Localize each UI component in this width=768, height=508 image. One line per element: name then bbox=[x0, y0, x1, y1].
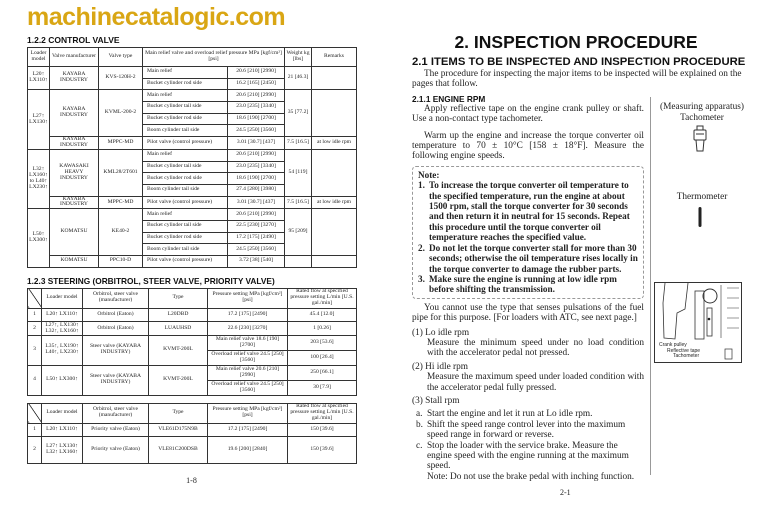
valve-manufacturer: KOMATSU bbox=[50, 256, 99, 268]
row-number: 3 bbox=[28, 335, 42, 365]
relief-pressure: 20.6 [210] [2990] bbox=[228, 209, 285, 221]
weight: 95 [209] bbox=[285, 209, 312, 256]
rated-flow: 150 [39.6] bbox=[288, 437, 357, 464]
valve-type: KE40-2 bbox=[99, 209, 143, 256]
remarks bbox=[312, 90, 357, 137]
step-text: Start the engine and let it run at Lo idle rpm. bbox=[427, 409, 593, 420]
rpm-item-body: Measure the maximum speed under loaded condition with the accelerator pedal fully pressed. bbox=[427, 372, 644, 393]
valve-manufacturer: Priority valve (Eaton) bbox=[83, 423, 149, 437]
pressure-setting: Overload relief valve 24.5 [250] [3560] bbox=[208, 350, 288, 365]
thermometer-label: Thermometer bbox=[676, 192, 728, 202]
relief-description: Bucket cylinder tail side bbox=[143, 221, 228, 233]
column-divider bbox=[650, 97, 651, 475]
loader-model: L20↑ LX110↑ bbox=[42, 423, 83, 437]
step-text: Shift the speed range control lever into the maximum speed range in forward or reverse. bbox=[427, 419, 626, 441]
row-number: 1 bbox=[28, 423, 42, 437]
rpm-item-body: Measure the minimum speed under no load condition with the accelerator pedal not pressed. bbox=[427, 337, 644, 359]
valve-type: KML28/2T601 bbox=[99, 149, 143, 196]
rated-flow: 45.4 [12.0] bbox=[288, 308, 357, 322]
rpm-item bbox=[412, 396, 644, 406]
pressure-setting: 19.6 [200] [2840] bbox=[208, 437, 288, 464]
remarks: at low idle rpm bbox=[312, 137, 357, 150]
remarks bbox=[312, 256, 357, 268]
steering-table bbox=[27, 288, 357, 396]
relief-pressure: 22.5 [230] [3270] bbox=[228, 221, 285, 233]
step-letter: b. bbox=[416, 419, 423, 430]
pressure-setting: 22.6 [230] [3270] bbox=[208, 322, 288, 336]
header-weight: Weight kg [lbs] bbox=[285, 48, 312, 67]
relief-description: Main relief bbox=[143, 90, 228, 102]
column-header: Orbitrol, steer valve (manufacturer) bbox=[83, 288, 149, 308]
relief-description: Bucket cylinder rod side bbox=[143, 232, 228, 244]
pressure-setting: Main relief valve 18.6 [190] [2700] bbox=[208, 335, 288, 350]
relief-description: Bucket cylinder tail side bbox=[143, 161, 228, 173]
note-item bbox=[418, 180, 638, 242]
relief-description: Boom cylinder tail side bbox=[143, 184, 228, 196]
relief-description: Pilot valve (control pressure) bbox=[143, 196, 228, 209]
relief-description: Boom cylinder tail side bbox=[143, 125, 228, 137]
table-row bbox=[28, 335, 357, 350]
column-header: Pressure setting MPa [kgf/cm²] [psi] bbox=[208, 403, 288, 423]
relief-pressure: 20.6 [210] [2990] bbox=[228, 67, 285, 79]
header-valve-type: Valve type bbox=[99, 48, 143, 67]
thermometer-icon bbox=[696, 206, 704, 228]
chapter-title: 2. INSPECTION PROCEDURE bbox=[454, 32, 698, 52]
note-text: To increase the torque converter oil temperature to the specified temperature, run the engine at about 1500 rpm, stall the torque converter for 30 seconds and then return it in neutral for 15 seconds. Repeat this procedure until the torque converter oil temperature reaches the specified value. bbox=[429, 180, 630, 243]
loader-model: L20↑ LX110↑ bbox=[42, 308, 83, 322]
column-header: Type bbox=[149, 403, 208, 423]
column-header: Pressure setting MPa [kgf/cm²] [psi] bbox=[208, 288, 288, 308]
remarks bbox=[312, 67, 357, 90]
relief-pressure: 16.2 [165] [2450] bbox=[228, 78, 285, 90]
header-pressure: Main relief valve and overload relief pressure MPa [kgf/cm²] [psi] bbox=[143, 48, 285, 67]
note-item bbox=[418, 274, 638, 295]
weight: 7.5 [16.5] bbox=[285, 196, 312, 209]
column-header: Type bbox=[149, 288, 208, 308]
stall-note: Note: Do not use the brake pedal with inching function. bbox=[427, 471, 635, 482]
section-heading-engine-rpm: 2.1.1 ENGINE RPM bbox=[412, 93, 486, 104]
relief-pressure: 3.72 [38] [540] bbox=[228, 256, 285, 268]
page-number-right: 2-1 bbox=[560, 488, 571, 498]
table-row bbox=[28, 308, 357, 322]
loader-model: L50↑ LX300↑ bbox=[42, 365, 83, 395]
valve-manufacturer: KAYABA INDUSTRY bbox=[50, 90, 99, 137]
relief-pressure: 23.0 [235] [3340] bbox=[228, 102, 285, 114]
table-row bbox=[28, 149, 357, 161]
relief-pressure: 20.6 [210] [2990] bbox=[228, 90, 285, 102]
loader-model: L27↑, LX130↑ L32↑, LX160↑ bbox=[42, 322, 83, 336]
table-row bbox=[28, 90, 357, 102]
rated-flow: 150 [39.6] bbox=[288, 423, 357, 437]
row-number: 4 bbox=[28, 365, 42, 395]
relief-description: Main relief bbox=[143, 149, 228, 161]
valve-type: KVML-200-2 bbox=[99, 90, 143, 137]
remarks bbox=[312, 149, 357, 196]
weight bbox=[285, 256, 312, 268]
note-title: Note: bbox=[418, 169, 440, 180]
page-number-left: 1-8 bbox=[186, 476, 197, 486]
relief-description: Bucket cylinder rod side bbox=[143, 78, 228, 90]
rated-flow: 100 [26.4] bbox=[288, 350, 357, 365]
relief-pressure: 3.01 [30.7] [437] bbox=[228, 196, 285, 209]
weight: 54 [119] bbox=[285, 149, 312, 196]
valve-manufacturer: Priority valve (Eaton) bbox=[83, 437, 149, 464]
step-letter: c. bbox=[416, 440, 423, 451]
valve-manufacturer: KAYABA INDUSTRY bbox=[50, 137, 99, 150]
watermark: machinecatalogic.com bbox=[27, 3, 286, 31]
valve-manufacturer: KOMATSU bbox=[50, 209, 99, 256]
label-crank-pulley: Crank pulley bbox=[659, 342, 687, 348]
relief-description: Boom cylinder tail side bbox=[143, 244, 228, 256]
header-row bbox=[28, 48, 357, 67]
intro-paragraph: The procedure for inspecting the major items to be inspected will be explained on the pages that follow. bbox=[412, 69, 742, 90]
valve-manufacturer: KAYABA INDUSTRY bbox=[50, 196, 99, 209]
relief-pressure: 27.4 [280] [3980] bbox=[228, 184, 285, 196]
step-letter: a. bbox=[416, 409, 423, 420]
weight: 35 [77.2] bbox=[285, 90, 312, 137]
valve-manufacturer: Steer valve (KAYABA INDUSTRY) bbox=[83, 335, 149, 365]
table-row bbox=[28, 256, 357, 268]
valve-type: VLE61D175N9B bbox=[149, 423, 208, 437]
loader-model: L20↑ LX110↑ bbox=[28, 67, 50, 90]
relief-description: Bucket cylinder tail side bbox=[143, 102, 228, 114]
section-heading-control-valve: 1.2.2 CONTROL VALVE bbox=[27, 35, 120, 45]
table-row bbox=[28, 423, 357, 437]
relief-pressure: 18.6 [190] [2700] bbox=[228, 113, 285, 125]
left-page bbox=[27, 35, 356, 486]
table-row bbox=[28, 67, 357, 79]
header-diagonal bbox=[28, 288, 42, 308]
relief-pressure: 20.6 [210] [2990] bbox=[228, 149, 285, 161]
valve-manufacturer: Orbitrol (Eaton) bbox=[83, 308, 149, 322]
valve-type: MPPC-MD bbox=[99, 137, 143, 150]
valve-manufacturer: KAWASAKI HEAVY INDUSTRY bbox=[50, 149, 99, 196]
label-tachometer: Tachometer bbox=[673, 353, 700, 359]
table-row bbox=[28, 209, 357, 221]
valve-type: KVMT-200L bbox=[149, 365, 208, 395]
row-number: 2 bbox=[28, 322, 42, 336]
paragraph-warm-up: Warm up the engine and increase the torque converter oil temperature to 70 ± 10°C [158 ± 18°F]. Measure the following engine speeds. bbox=[412, 130, 644, 162]
relief-description: Bucket cylinder rod side bbox=[143, 173, 228, 185]
note-text: Make sure the engine is running at low idle rpm before shifting the transmission. bbox=[429, 273, 617, 295]
header-loader-model: Loader model bbox=[28, 48, 50, 67]
valve-manufacturer: Steer valve (KAYABA INDUSTRY) bbox=[83, 365, 149, 395]
note-text: Do not let the torque converter stall for more than 30 seconds; otherwise the oil temperature rises locally in the torque converter to damage the rubber parts. bbox=[429, 242, 638, 274]
column-header: Loader model bbox=[42, 288, 83, 308]
valve-manufacturer: Orbitrol (Eaton) bbox=[83, 322, 149, 336]
weight: 21 [46.3] bbox=[285, 67, 312, 90]
loader-model: L35↑, LX190↑ L40↑, LX230↑ bbox=[42, 335, 83, 365]
loader-model: L50↑ LX300↑ bbox=[28, 209, 50, 267]
note-number: 2. bbox=[418, 242, 425, 253]
pressure-setting: Main relief valve 20.6 [210] [2990] bbox=[208, 365, 288, 380]
relief-pressure: 18.6 [190] [2700] bbox=[228, 173, 285, 185]
header-valve-manufacturer: Valve manufacturer bbox=[50, 48, 99, 67]
tachometer-icon bbox=[692, 125, 708, 153]
text-column bbox=[412, 94, 644, 498]
relief-description: Pilot valve (control pressure) bbox=[143, 137, 228, 150]
valve-type: VLE81C200DSB bbox=[149, 437, 208, 464]
relief-description: Pilot valve (control pressure) bbox=[143, 256, 228, 268]
relief-description: Main relief bbox=[143, 209, 228, 221]
relief-pressure: 17.2 [175] [2490] bbox=[228, 232, 285, 244]
rated-flow: 250 [66.1] bbox=[288, 365, 357, 380]
header-row bbox=[28, 403, 357, 423]
header-diagonal bbox=[28, 403, 42, 423]
rated-flow: 1 [0.26] bbox=[288, 322, 357, 336]
pressure-setting: Overload relief valve 24.5 [250] [3560] bbox=[208, 380, 288, 395]
header-remarks: Remarks bbox=[312, 48, 357, 67]
note-item bbox=[418, 243, 638, 274]
table-row bbox=[28, 437, 357, 464]
column-header: Loader model bbox=[42, 403, 83, 423]
note-number: 3. bbox=[418, 273, 425, 284]
valve-type: KVMT-200L bbox=[149, 335, 208, 365]
relief-pressure: 3.01 [30.7] [437] bbox=[228, 137, 285, 150]
stall-step bbox=[416, 420, 644, 441]
table-row bbox=[28, 137, 357, 150]
relief-pressure: 23.0 [235] [3340] bbox=[228, 161, 285, 173]
relief-pressure: 24.5 [250] [3560] bbox=[228, 244, 285, 256]
header-row bbox=[28, 288, 357, 308]
paragraph-fuel-pipe: You cannot use the type that senses pulsations of the fuel pipe for this purpose. [For loaders with ATC, see next page.] bbox=[412, 302, 644, 324]
section-heading-steering: 1.2.3 STEERING (ORBITROL, STEER VALVE, PRIORITY VALVE) bbox=[27, 275, 275, 286]
column-header: Rated flow at specified pressure setting L/min [U.S. gal./min] bbox=[288, 403, 357, 423]
row-number: 2 bbox=[28, 437, 42, 464]
section-heading-2-1: 2.1 ITEMS TO BE INSPECTED AND INSPECTION PROCEDURE bbox=[412, 56, 746, 68]
paragraph-reflective-tape: Apply reflective tape on the engine crank pulley or shaft. Use a non-contact type tachometer. bbox=[412, 103, 644, 125]
table-row bbox=[28, 322, 357, 336]
engine-crank-pulley-figure bbox=[654, 282, 742, 363]
control-valve-table bbox=[27, 47, 357, 268]
rpm-item-heading: (1) Lo idle rpm bbox=[412, 327, 470, 338]
relief-pressure: 24.5 [250] [3560] bbox=[228, 125, 285, 137]
table-row bbox=[28, 196, 357, 209]
valve-type: L20DBD bbox=[149, 308, 208, 322]
column-header: Orbitrol, steer valve (manufacturer) bbox=[83, 403, 149, 423]
column-header: Rated flow at specified pressure setting L/min [U.S. gal./min] bbox=[288, 288, 357, 308]
loader-model: L32↑ LX160↑ to L40↑ LX230↑ bbox=[28, 149, 50, 208]
step-text: Stop the loader with the service brake. Measure the engine speed with the engine running at the maximum speed. bbox=[427, 440, 629, 472]
rpm-item-heading: (3) Stall rpm bbox=[412, 395, 460, 406]
pressure-setting: 17.2 [175] [2490] bbox=[208, 423, 288, 437]
note-number: 1. bbox=[418, 180, 425, 191]
row-number: 1 bbox=[28, 308, 42, 322]
rpm-item-heading: (2) Hi idle rpm bbox=[412, 361, 469, 372]
note-box bbox=[412, 166, 644, 299]
stall-step bbox=[416, 409, 644, 419]
loader-model: L27↑ LX130↑ L32↑ LX160↑ bbox=[42, 437, 83, 464]
relief-description: Main relief bbox=[143, 67, 228, 79]
remarks bbox=[312, 209, 357, 256]
remarks: at low idle rpm bbox=[312, 196, 357, 209]
rated-flow: 203 [53.6] bbox=[288, 335, 357, 350]
measuring-apparatus-label: (Measuring apparatus) bbox=[660, 102, 744, 112]
rated-flow: 30 [7.9] bbox=[288, 380, 357, 395]
rpm-item bbox=[412, 362, 644, 393]
valve-type: LUAUHSD bbox=[149, 322, 208, 336]
figure-labels bbox=[659, 343, 700, 360]
label-reflective-tape: Reflective tape bbox=[667, 347, 701, 354]
priority-valve-table bbox=[27, 403, 357, 465]
valve-type: KVS-120H-2 bbox=[99, 67, 143, 90]
valve-type: MPPC-MD bbox=[99, 196, 143, 209]
relief-description: Bucket cylinder rod side bbox=[143, 113, 228, 125]
stall-step bbox=[416, 441, 644, 472]
valve-type: PPC10-D bbox=[99, 256, 143, 268]
loader-model: L27↑ LX130↑ bbox=[28, 90, 50, 149]
rpm-item bbox=[412, 328, 644, 359]
table-row bbox=[28, 365, 357, 380]
weight: 7.5 [16.5] bbox=[285, 137, 312, 150]
tachometer-label: Tachometer bbox=[680, 113, 724, 123]
pressure-setting: 17.2 [175] [2490] bbox=[208, 308, 288, 322]
valve-manufacturer: KAYABA INDUSTRY bbox=[50, 67, 99, 90]
